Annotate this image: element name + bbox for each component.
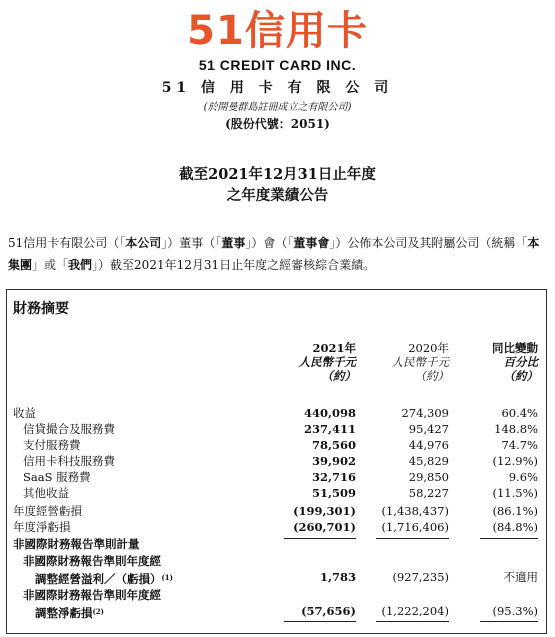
footnote-marker: (1) [161,573,173,582]
value-change: 不適用 [503,570,538,584]
intro-text: 」）公佈本公司及其附屬公司（統稱「 [329,236,528,250]
row-label: 非國際財務報告準則年度經 [23,588,161,602]
intro-term: 本公司 [125,236,162,250]
value-2020: (1,716,406) [381,520,449,534]
column-header-2020 [392,341,450,383]
value-2021: (57,656) [301,604,356,618]
intro-term: 董事 [221,236,246,250]
total-underline-2020 [376,538,449,539]
stock-code: (股份代號：2051) [225,117,330,131]
table-row [0,604,555,619]
intro-text: 」）董事（「 [161,236,222,250]
table-row [0,520,555,535]
announcement-title-line1: 截至2021年12月31日止年度 [179,166,376,183]
row-label: 信用卡科技服務費 [23,454,115,468]
table-row [0,438,555,453]
header-year: 2020年 [408,341,449,355]
value-change: 9.6% [508,470,538,484]
intro-text: 」）截至2021年12月31日止年度之經審核綜合業績。 [92,258,376,272]
total-underline-change [480,538,538,539]
row-label: 年度淨虧損 [13,520,71,534]
footnote-marker: (2) [92,607,104,616]
logo-number: 51 [187,8,245,54]
header-change-line1: 同比變動 [492,341,538,355]
row-label: 其他收益 [23,486,69,500]
value-change: 148.8% [494,422,538,436]
company-logo [0,8,555,54]
value-2021: 32,716 [311,470,356,484]
table-row [0,504,555,519]
table-row [0,570,555,585]
value-change: (95.3%) [492,604,538,618]
table-row [0,588,555,603]
intro-term: 我們 [68,258,93,272]
header-approx: （約） [503,369,538,383]
table-row [0,422,555,437]
value-2021: (199,301) [293,504,356,518]
table-row [0,554,555,569]
header-year: 2021年 [312,341,356,355]
table-row [0,406,555,421]
logo-text: 信用卡 [244,8,368,54]
intro-term: 本集團 [8,236,540,272]
column-header-change [492,341,538,383]
value-change: (12.9%) [492,454,538,468]
incorporation-note: (於開曼群島註冊成立之有限公司) [203,102,352,113]
value-change: (84.8%) [492,520,538,534]
value-2020: (1,438,437) [381,504,449,518]
header-approx: （約） [414,369,449,383]
company-name-en: 51 CREDIT CARD INC. [198,57,357,73]
header-approx: （約） [321,369,356,383]
value-2020: 44,976 [408,438,449,452]
row-label: SaaS 服務費 [23,470,91,484]
value-2020: 274,309 [401,406,449,420]
intro-term: 董事會 [293,236,330,250]
value-change: 60.4% [501,406,538,420]
row-label: 年度經營虧損 [13,504,82,518]
non-ifrs-heading [0,537,555,552]
row-label: 信貸撮合及服務費 [23,422,115,436]
row-label-text: 調整淨虧損 [35,606,93,620]
value-2020: 95,427 [408,422,449,436]
bottom-underline-2021 [284,621,356,622]
value-2021: 237,411 [303,422,356,436]
value-2021: 39,902 [311,454,356,468]
bottom-underline-2020 [376,621,449,622]
header-unit: 人民幣千元 [391,355,449,369]
row-label [35,604,104,621]
value-2020: 29,850 [408,470,449,484]
table-row [0,486,555,501]
row-label [35,570,173,587]
intro-text: 」）會（「 [245,236,294,250]
value-2020: 45,829 [408,454,449,468]
value-change: (86.1%) [492,504,538,518]
value-2020: (1,222,204) [381,604,449,618]
value-2021: 78,560 [311,438,356,452]
announcement-title-line2: 之年度業績公告 [226,187,329,204]
value-change: 74.7% [501,438,538,452]
row-label: 收益 [13,406,36,420]
intro-text: 51信用卡有限公司（「 [8,236,126,250]
column-header-2021 [299,341,357,383]
table-row [0,470,555,485]
header-change-line2: 百分比 [503,355,538,369]
value-2020: 58,227 [408,486,449,500]
header-unit: 人民幣千元 [298,355,356,369]
value-2021: 1,783 [319,570,356,584]
value-2021: 51,509 [311,486,356,500]
table-row [0,454,555,469]
total-underline-2021 [284,538,356,539]
value-change: (11.5%) [492,486,538,500]
row-label-text: 調整經營溢利／（虧損） [35,572,162,586]
value-2021: 440,098 [303,406,356,420]
bottom-underline-change [480,621,538,622]
intro-text: 」或「 [32,258,69,272]
value-2021: (260,701) [293,520,356,534]
financial-summary-title: 財務摘要 [13,301,69,317]
company-name-zh: 51 信 用 卡 有 限 公 司 [161,80,394,96]
row-label: 支付服務費 [23,438,81,452]
row-label: 非國際財務報告準則年度經 [23,554,161,568]
intro-paragraph [8,232,548,276]
value-2020: (927,235) [392,570,449,584]
row-label: 非國際財務報告準則計量 [13,537,140,551]
